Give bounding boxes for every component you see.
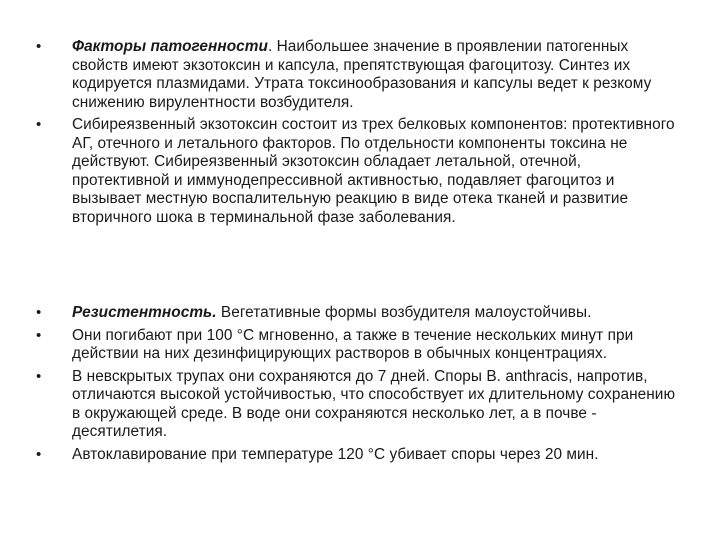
bullet-item-resistance [36, 304, 676, 323]
bullet-dot-icon: • [36, 38, 42, 55]
bullet-text: В невскрытых трупах они сохраняются до 7 дней. Споры B. anthracis, напротив, отличаются высокой устойчивостью, что способствует их длительному сохранению в окружающей среде. В воде они сохраняются несколько лет, а в почве - десятилетия. [72, 367, 676, 440]
bullet-dot-icon: • [36, 326, 42, 344]
bullet-text: Автоклавирование при температуре 120 °C убивает споры через 20 мин. [72, 445, 599, 463]
bullet-text: . Наибольшее значение в проявлении патогенных свойств имеют экзотоксин и капсула, препятствующая фагоцитозу. Синтез их кодируется плазмидами. Утрата токсинообразования и капсулы ведет к резкому снижению вирулентности возбудителя. [72, 38, 652, 111]
bullet-lead-term: Резистентность. [72, 304, 217, 321]
bullet-item-corpses-spores [36, 368, 676, 442]
bullet-list-resistance [36, 304, 676, 468]
bullet-item-autoclave [36, 446, 676, 465]
bullet-item-boiling [36, 327, 676, 364]
bullet-dot-icon: • [36, 445, 42, 463]
bullet-text: Вегетативные формы возбудителя малоустойчивы. [216, 304, 592, 321]
bullet-item-pathogenicity-factors [36, 38, 676, 112]
bullet-lead-term: Факторы патогенности [72, 38, 268, 55]
bullet-list-pathogenicity [36, 38, 676, 231]
bullet-dot-icon: • [36, 367, 42, 385]
bullet-text: Сибиреязвенный экзотоксин состоит из трех белковых компонентов: протективного АГ, отечного и летального факторов. По отдельности компоненты токсина не действуют. Сибиреязвенный экзотоксин обладает летальной, отечной, протективной и иммунодепрессивной активностью, подавляет фагоцитоз и вызывает местную воспалительную реакцию в виде отека тканей и развитие вторичного шока в терминальной фазе заболевания. [72, 116, 675, 226]
bullet-dot-icon: • [36, 304, 42, 321]
bullet-dot-icon: • [36, 116, 42, 133]
bullet-text: Они погибают при 100 °C мгновенно, а также в течение нескольких минут при действии на них дезинфицирующих растворов в обычных концентрациях. [72, 326, 634, 362]
bullet-item-exotoxin [36, 116, 676, 227]
